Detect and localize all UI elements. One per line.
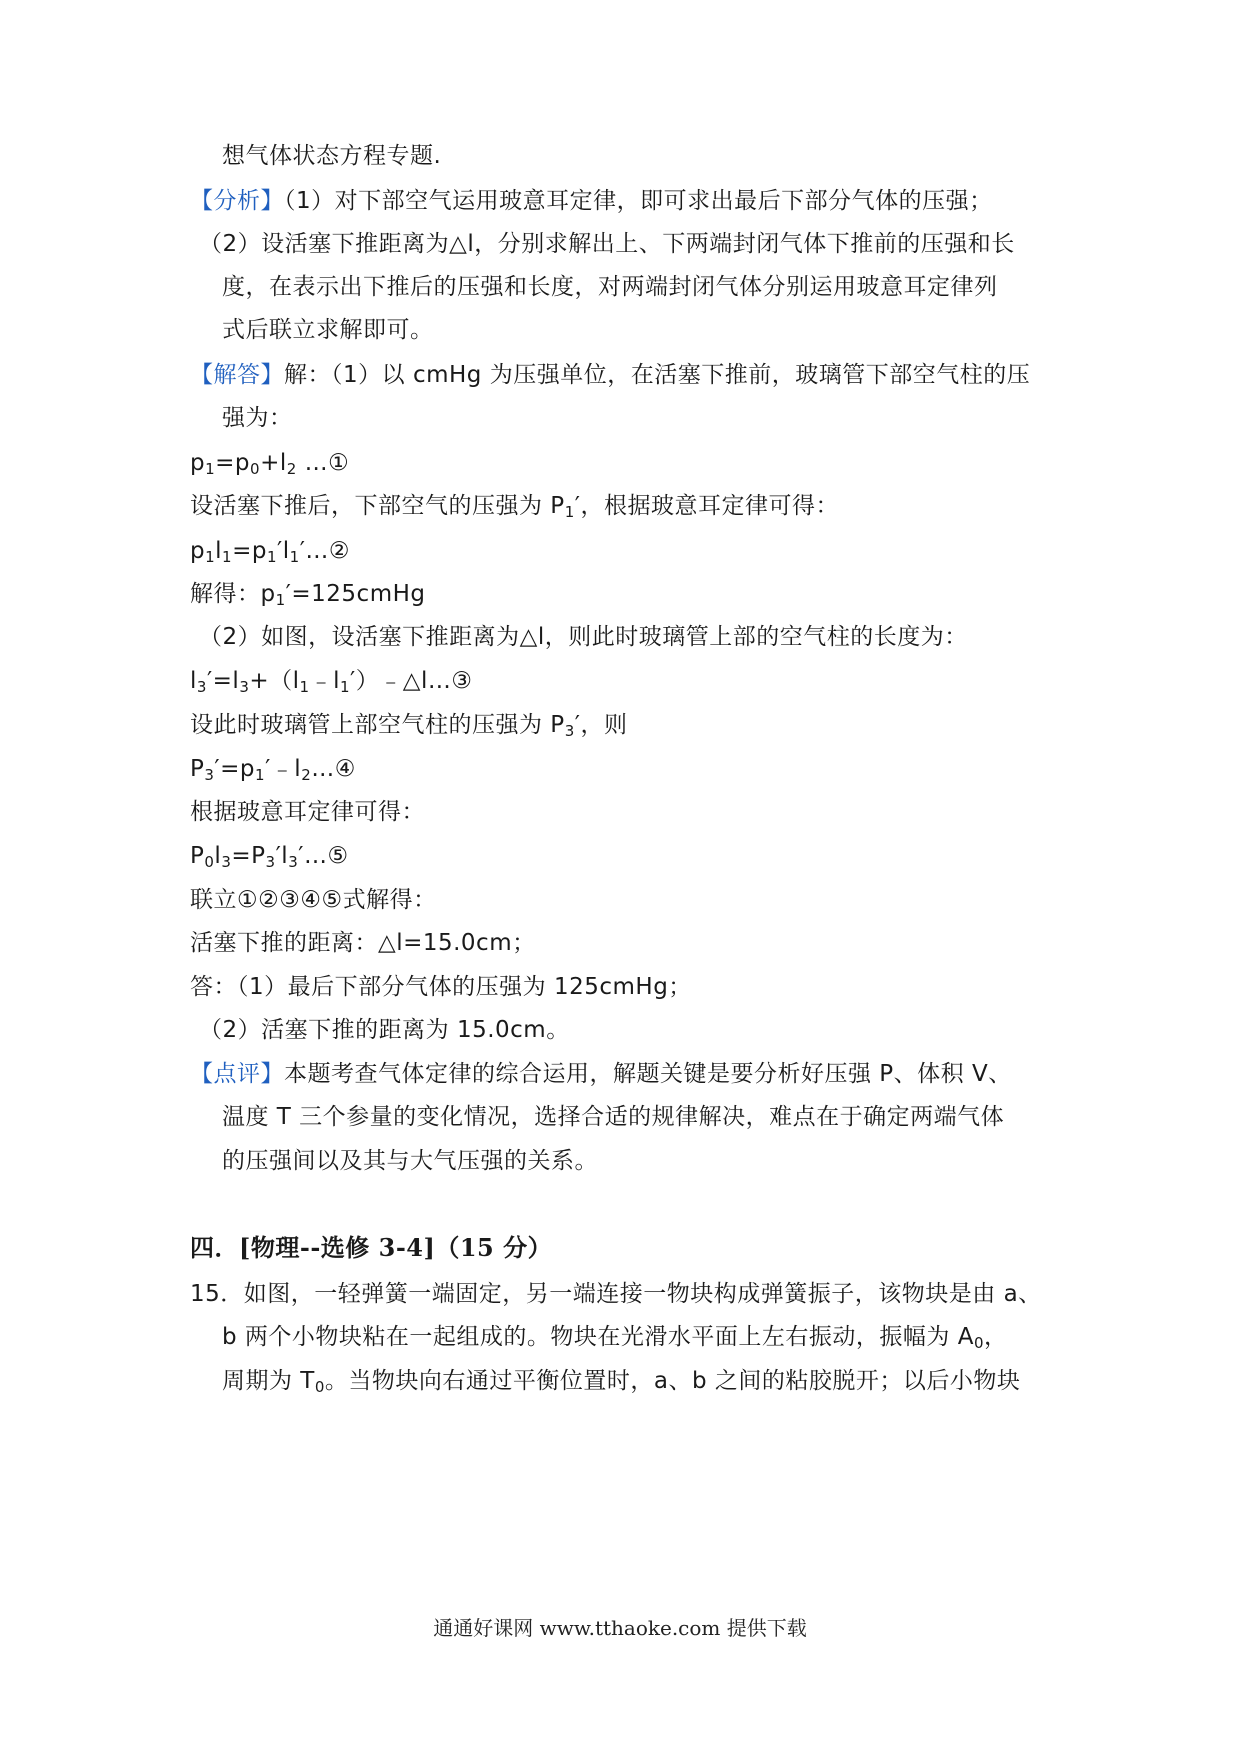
text-line: 周期为 $T_0$。当物块向右通过平衡位置时，a、b 之间的粘胶脱开；以后小物块 xyxy=(222,1368,1021,1396)
text-line: 设此时玻璃管上部空气柱的压强为 $P_3'$，则 xyxy=(190,712,628,740)
analysis-tag: 【分析】 xyxy=(190,188,284,214)
equation-3: $l_3'=l_3+(l_1﹣l_1')﹣\triangle l\dots ③$ xyxy=(190,668,473,696)
equation-5: $P_0l_3=P_3'l_3'\dots ⑤$ xyxy=(190,843,349,871)
text-line: 设活塞下推后，下部空气的压强为 $P_1'$，根据玻意耳定律可得： xyxy=(190,493,839,521)
equation-4: $P_3'=p_1'﹣l_2\dots ④$ xyxy=(190,756,356,784)
text-line: 答：（1）最后下部分气体的压强为 125cmHg； xyxy=(190,974,692,1000)
review-tag: 【点评】 xyxy=(190,1061,284,1087)
text-line: 的压强间以及其与大气压强的关系。 xyxy=(222,1148,598,1174)
text-line: 解得：$p_1'=125cmHg$ xyxy=(190,581,426,609)
text-line: 活塞下推的距离：△l=15.0cm； xyxy=(190,930,536,956)
text-line: （2）如图，设活塞下推距离为△l，则此时玻璃管上部的空气柱的长度为： xyxy=(199,624,968,650)
text-line: 强为： xyxy=(222,405,293,431)
equation-2: $p_1l_1=p_1'l_1'\dots ②$ xyxy=(190,538,351,566)
question-text: 15．如图，一轻弹簧一端固定，另一端连接一物块构成弹簧振子，该物块是由 a、 xyxy=(190,1281,1042,1307)
equation-1: $p_1=p_0+l_2$ …① xyxy=(190,450,350,478)
analysis-paragraph: 【分析】（1）对下部空气运用玻意耳定律，即可求出最后下部分气体的压强； xyxy=(190,188,993,214)
text-line: 式后联立求解即可。 xyxy=(222,317,434,343)
answer-tag: 【解答】 xyxy=(190,362,284,388)
review-paragraph: 【点评】本题考查气体定律的综合运用，解题关键是要分析好压强 P、体积 V、 xyxy=(190,1061,1012,1087)
answer-paragraph: 【解答】解：（1）以 cmHg 为压强单位，在活塞下推前，玻璃管下部空气柱的压 xyxy=(190,362,1031,388)
text-line: 想气体状态方程专题. xyxy=(222,143,442,169)
section-heading: 四．[物理--选修 3-4]（15 分） xyxy=(190,1233,553,1262)
text-line: （2）活塞下推的距离为 15.0cm。 xyxy=(199,1017,570,1043)
text-line: 度，在表示出下推后的压强和长度，对两端封闭气体分别运用玻意耳定律列 xyxy=(222,274,998,300)
text-line: （2）设活塞下推距离为△l，分别求解出上、下两端封闭气体下推前的压强和长 xyxy=(199,231,1015,257)
text-line: 联立①②③④⑤式解得： xyxy=(190,887,437,913)
text-line: 温度 T 三个参量的变化情况，选择合适的规律解决，难点在于确定两端气体 xyxy=(222,1104,1005,1130)
text-line: 根据玻意耳定律可得： xyxy=(190,799,425,825)
page-footer: 通通好课网 www.tthaoke.com 提供下载 xyxy=(433,1616,807,1640)
text-line: b 两个小物块粘在一起组成的。物块在光滑水平面上左右振动，振幅为 $A_0$， xyxy=(222,1324,1008,1352)
